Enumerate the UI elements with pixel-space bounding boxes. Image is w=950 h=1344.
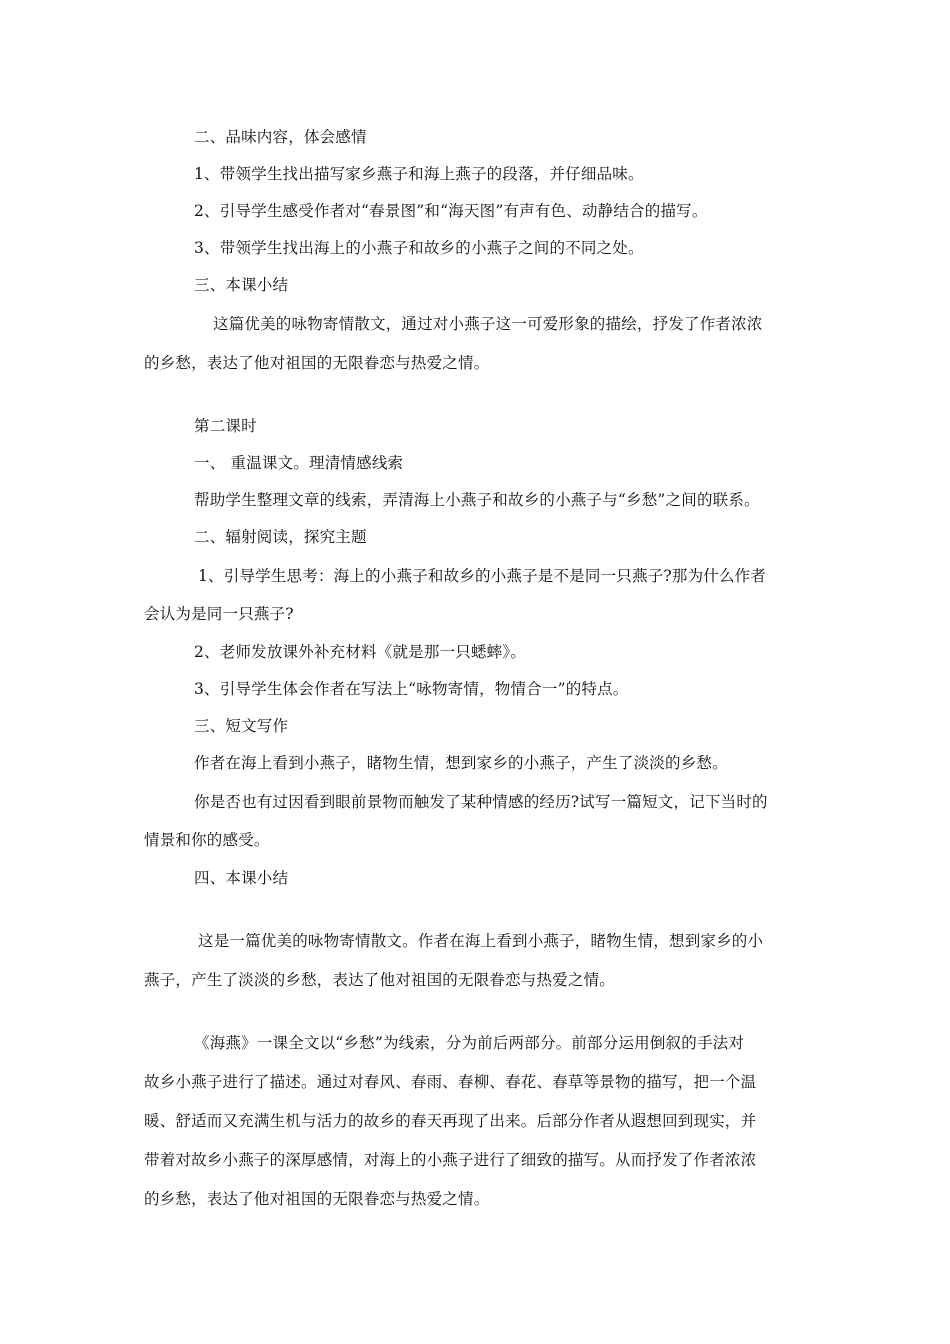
text-line: 2、引导学生感受作者对“春景图”和“海天图”有声有色、动静结合的描写。 <box>194 202 708 220</box>
text-line: 1、引导学生思考：海上的小燕子和故乡的小燕子是不是同一只燕子?那为什么作者 <box>198 567 767 585</box>
text-line: 暖、舒适而又充满生机与活力的故乡的春天再现了出来。后部分作者从遐想回到现实，并 <box>144 1112 757 1130</box>
text-line: 的乡愁，表达了他对祖国的无限眷恋与热爱之情。 <box>144 354 490 372</box>
section-heading: 四、本课小结 <box>194 869 289 887</box>
text-line: 这是一篇优美的咏物寄情散文。作者在海上看到小燕子，睹物生情，想到家乡的小 <box>198 932 764 950</box>
text-line: 3、引导学生体会作者在写法上“咏物寄情，物情合一”的特点。 <box>194 680 629 698</box>
text-line: 2、老师发放课外补充材料《就是那一只蟋蟀》。 <box>194 643 527 661</box>
text-line: 3、带领学生找出海上的小燕子和故乡的小燕子之间的不同之处。 <box>194 239 644 257</box>
text-line: 燕子，产生了淡淡的乡愁，表达了他对祖国的无限眷恋与热爱之情。 <box>144 971 616 989</box>
text-line: 这篇优美的咏物寄情散文，通过对小燕子这一可爱形象的描绘，抒发了作者浓浓 <box>213 315 763 333</box>
text-line: 故乡小燕子进行了描述。通过对春风、春雨、春柳、春花、春草等景物的描写，把一个温 <box>144 1073 757 1091</box>
section-heading: 一、 重温课文。理清情感线索 <box>194 454 404 472</box>
text-line: 的乡愁，表达了他对祖国的无限眷恋与热爱之情。 <box>144 1190 490 1208</box>
text-line: 带着对故乡小燕子的深厚感情，对海上的小燕子进行了细致的描写。从而抒发了作者浓浓 <box>144 1151 757 1169</box>
lesson-title: 第二课时 <box>194 417 257 435</box>
text-line: 作者在海上看到小燕子，睹物生情，想到家乡的小燕子，产生了淡淡的乡愁。 <box>194 754 728 772</box>
text-line: 《海燕》一课全文以“乡愁”为线索，分为前后两部分。前部分运用倒叙的手法对 <box>194 1034 745 1052</box>
section-heading: 三、短文写作 <box>194 717 289 735</box>
text-line: 你是否也有过因看到眼前景物而触发了某种情感的经历?试写一篇短文，记下当时的 <box>194 793 768 811</box>
section-heading: 二、品味内容，体会感情 <box>194 128 367 146</box>
text-line: 情景和你的感受。 <box>144 831 270 849</box>
text-line: 1、带领学生找出描写家乡燕子和海上燕子的段落，并仔细品味。 <box>194 165 644 183</box>
text-line: 帮助学生整理文章的线索，弄清海上小燕子和故乡的小燕子与“乡愁”之间的联系。 <box>194 491 760 509</box>
section-heading: 三、本课小结 <box>194 276 289 294</box>
text-line: 会认为是同一只燕子? <box>144 605 294 623</box>
section-heading: 二、辐射阅读，探究主题 <box>194 528 367 546</box>
